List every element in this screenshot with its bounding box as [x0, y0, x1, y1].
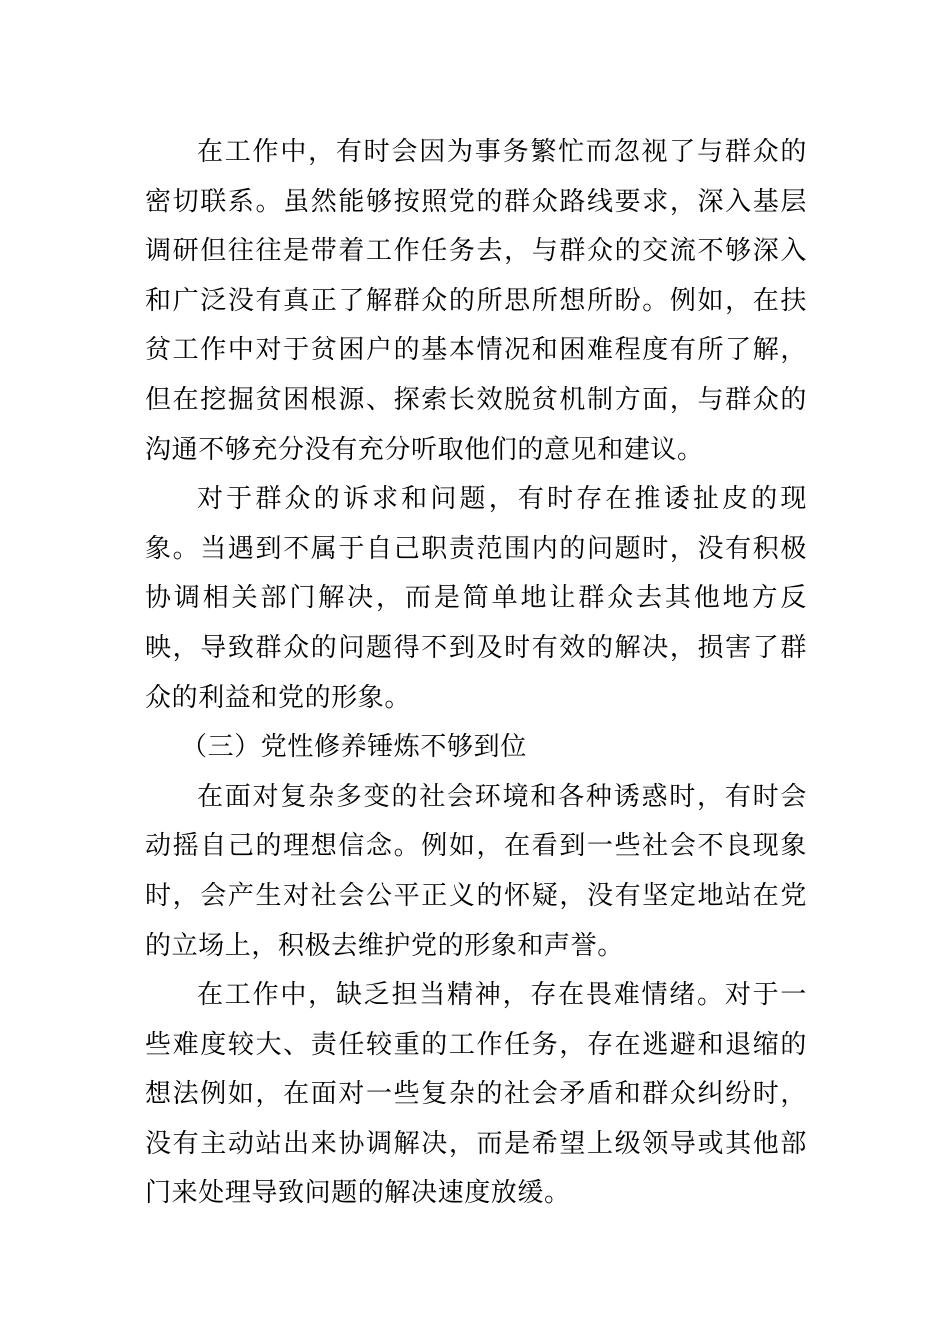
paragraph-responsibility: 在工作中，缺乏担当精神，存在畏难情绪。对于一些难度较大、责任较重的工作任务，存在逃避和退缩的想法例如，在面对一些复杂的社会矛盾和群众纠纷时，没有主动站出来协调解决，而是希望上级领导或其他部门来处理导致问题的解决速度放缓。	[145, 980, 807, 1209]
paragraph-contact-with-masses: 在工作中，有时会因为事务繁忙而忽视了与群众的密切联系。虽然能够按照党的群众路线要求，深入基层调研但往往是带着工作任务去，与群众的交流不够深入和广泛没有真正了解群众的所思所想所盼。例如，在扶贫工作中对于贫困户的基本情况和困难程度有所了解，但在挖掘贫困根源、探索长效脱贫机制方面，与群众的沟通不够充分没有充分听取他们的意见和建议。	[145, 137, 807, 465]
document-body	[145, 128, 807, 1219]
paragraph-ideals-beliefs: 在面对复杂多变的社会环境和各种诱惑时，有时会动摇自己的理想信念。例如，在看到一些社会不良现象时，会产生对社会公平正义的怀疑，没有坚定地站在党的立场上，积极去维护党的形象和声誉。	[145, 781, 807, 961]
section-heading: （三）党性修养锤炼不够到位	[181, 732, 527, 763]
paragraph-masses-complaints: 对于群众的诉求和问题，有时存在推诿扯皮的现象。当遇到不属于自己职责范围内的问题时，没有积极协调相关部门解决，而是简单地让群众去其他地方反映，导致群众的问题得不到及时有效的解决，损害了群众的利益和党的形象。	[145, 484, 807, 713]
